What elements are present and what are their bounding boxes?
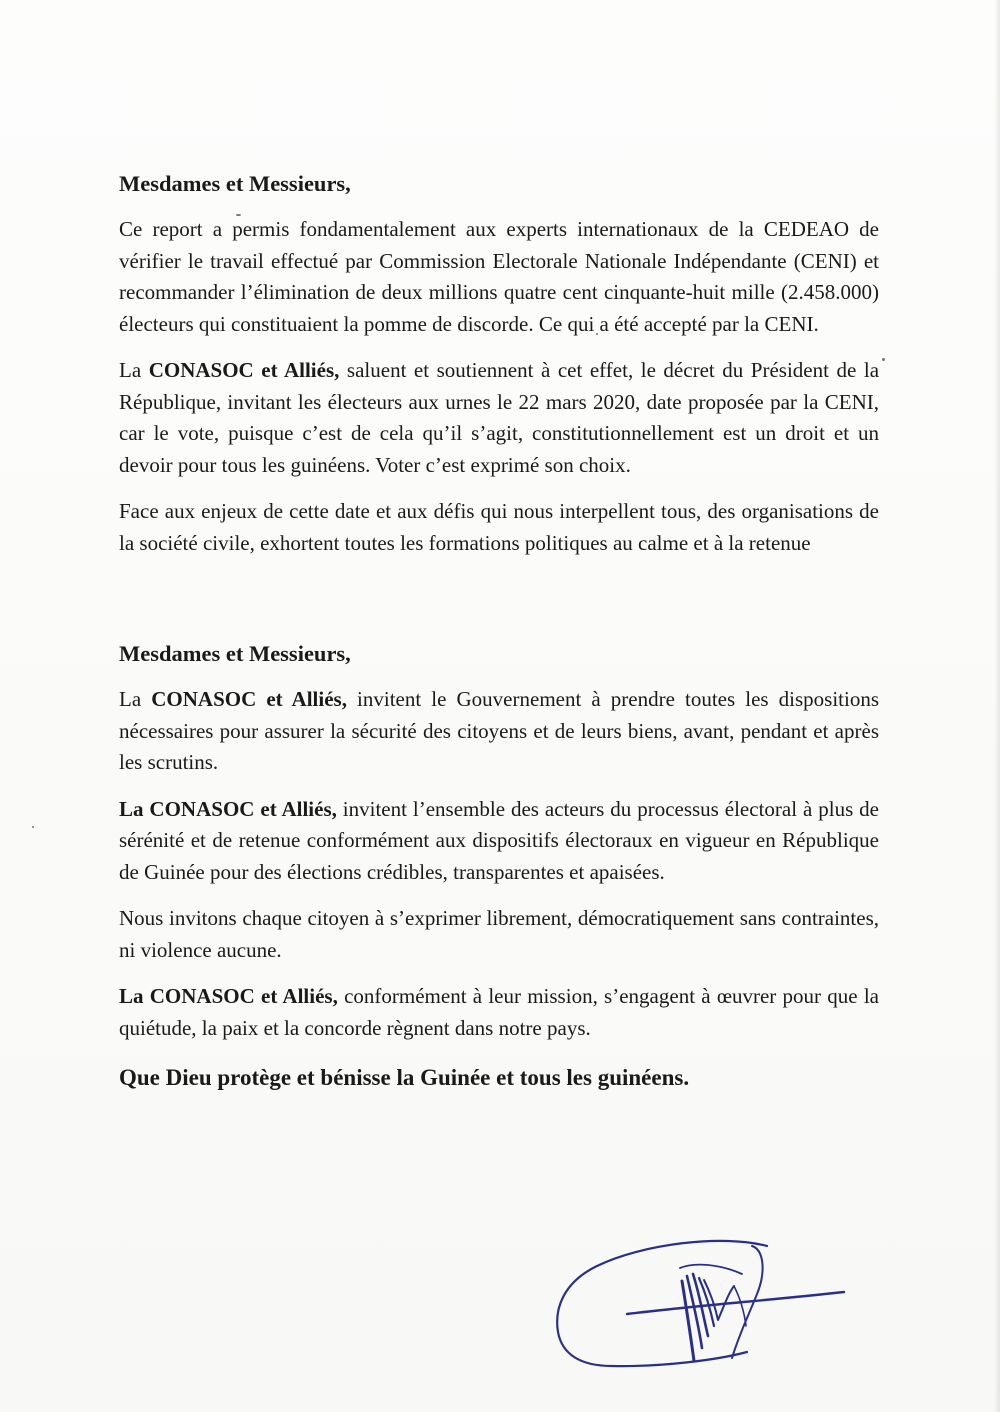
salutation-heading-2: Mesdames et Messieurs, xyxy=(119,641,351,666)
paragraph-decree: La CONASOC et Alliés, saluent et soutiennent à cet effet, le décret du Président de la République, invitant les électeurs aux urnes le 22 mars 2020, date proposée par la CENI, car le vote, puisque c’est de cela qu’il s’agit, constitutionnellement est un droit et un devoir pour tous les guinéens. Voter c’est exprimé son choix. xyxy=(119,358,880,477)
org-name: La CONASOC et Alliés, xyxy=(119,984,338,1008)
org-name: CONASOC et Alliés, xyxy=(151,687,347,711)
salutation-heading: Mesdames et Messieurs, xyxy=(119,171,351,196)
paragraph-report: Ce report a permis fondamentalement aux experts internationaux de la CEDEAO de vérifier le travail effectué par Commission Electorale Nationale Indépendante (CENI) et recommander l’élimination de deux millions quatre cent cinquante-huit mille (2.458.000) électeurs qui constituaient la pomme de discorde. Ce qui a été accepté par la CENI. xyxy=(119,217,879,336)
closing-blessing: Que Dieu protège et bénisse la Guinée et tous les guinéens. xyxy=(119,1065,690,1090)
handwritten-signature xyxy=(552,1236,852,1376)
paragraph-government: La CONASOC et Alliés, invitent le Gouvernement à prendre toutes les dispositions nécessaires pour assurer la sécurité des citoyens et de leurs biens, avant, pendant et après les scrutins. xyxy=(119,687,879,774)
paragraph-actors: La CONASOC et Alliés, invitent l’ensemble des acteurs du processus électoral à plus de sérénité et de retenue conformément aux dispositifs électoraux en vigueur en République de Guinée pour des élections crédibles, transparentes et apaisées. xyxy=(119,796,879,884)
scan-speck xyxy=(882,358,885,361)
paragraph-citizens: Nous invitons chaque citoyen à s’exprimer librement, démocratiquement sans contraintes, ni violence aucune. xyxy=(119,906,879,962)
paragraph-exhortation: Face aux enjeux de cette date et aux défis qui nous interpellent tous, des organisations de la société civile, exhortent toutes les formations politiques au calme et à la retenue xyxy=(119,499,879,555)
page-edge-shadow xyxy=(994,0,1000,1412)
org-name: La CONASOC et Alliés, xyxy=(119,796,337,821)
org-name: CONASOC et Alliés, xyxy=(148,358,340,382)
scan-speck xyxy=(32,826,34,828)
paragraph-mission: La CONASOC et Alliés, conformément à leur mission, s’engagent à œuvrer pour que la quiétude, la paix et la concorde règnent dans notre pays. xyxy=(119,984,880,1040)
letter-body xyxy=(119,168,879,1094)
